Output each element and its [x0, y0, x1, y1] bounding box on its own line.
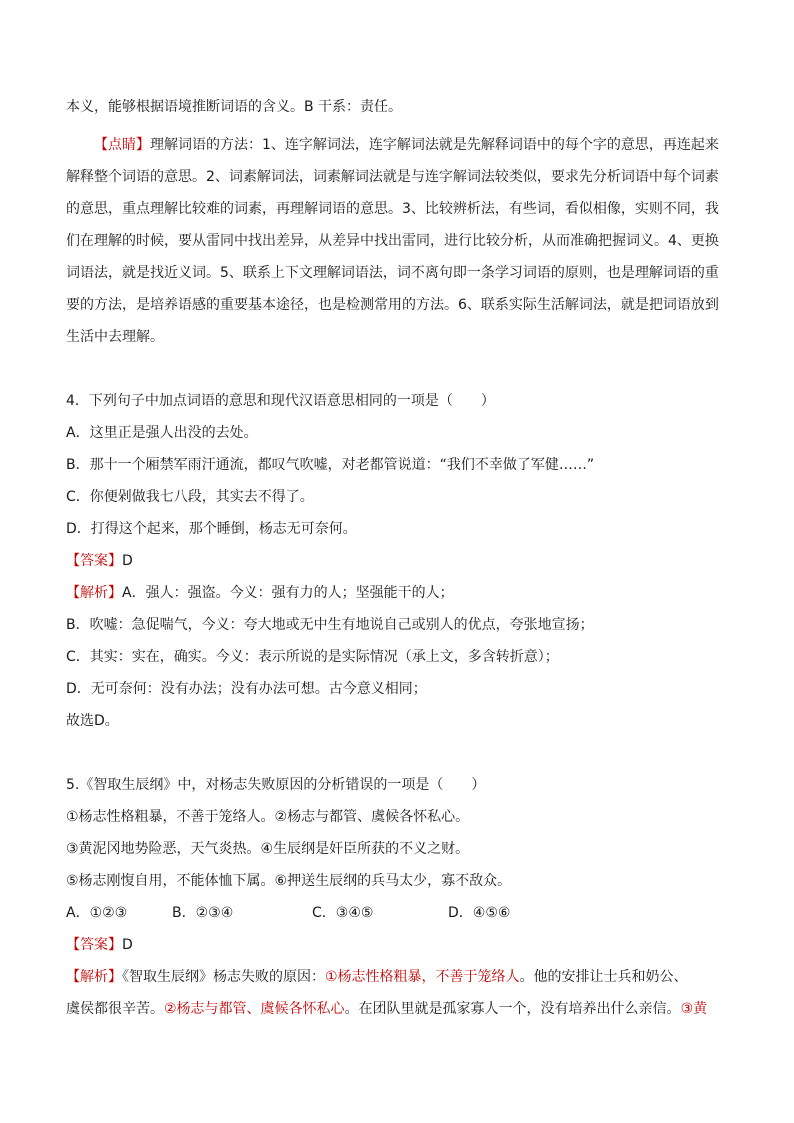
- question-5-analysis: 【解析】《智取生辰纲》杨志失败的原因：①杨志性格粗暴，不善于笼络人。他的安排让士兵和奶公、: [66, 969, 688, 985]
- analysis-line: C．其实：实在，确实。今义：表示所说的是实际情况（承上文，多含转折意）；: [66, 649, 559, 665]
- question-5-answer: [66, 929, 726, 961]
- dianjing-line: 要的方法，是培养语感的重要基本途径，也是检测常用的方法。6、联系实际生活解词法，就是把词语放到: [66, 297, 719, 313]
- analysis-tag: 【解析】: [66, 969, 122, 985]
- question-4-analysis: 【解析】A．强人：强盗。今义：强有力的人；坚强能干的人；: [66, 585, 454, 601]
- answer-value: D: [122, 937, 133, 953]
- continuation-line: 本义，能够根据语境推断词语的含义。B 干系：责任。: [66, 99, 403, 115]
- question-5-option-b: B．②③④: [172, 905, 234, 921]
- dianjing-paragraph: [66, 129, 726, 353]
- question-4-stem: 4．下列句子中加点词语的意思和现代汉语意思相同的一项是（ ）: [66, 393, 495, 409]
- question-4: [66, 385, 726, 737]
- answer-tag: 【答案】: [66, 937, 122, 953]
- answer-value: D: [122, 553, 133, 569]
- question-5-option-d: D．④⑤⑥: [448, 905, 511, 921]
- analysis-line: 故选D。: [66, 713, 119, 729]
- question-4-option-d: D．打得这个起来，那个睡倒，杨志无可奈何。: [66, 521, 357, 537]
- question-4-option-b: B．那十一个厢禁军雨汗通流，都叹气吹嘘，对老都管说道：“我们不幸做了军健……”: [66, 457, 595, 473]
- question-5-item: ⑤杨志刚愎自用，不能体恤下属。⑥押送生辰纲的兵马太少，寡不敌众。: [66, 873, 512, 889]
- dianjing-line: 【点睛】理解词语的方法：1、连字解词法，连字解词法就是先解释词语中的每个字的意思，再连起来: [94, 137, 719, 153]
- question-5: [66, 769, 726, 1025]
- question-4-option-c: C．你便剁做我七八段，其实去不得了。: [66, 489, 314, 505]
- dianjing-line: 的意思，重点理解比较难的词素，再理解词语的意思。3、比较辨析法，有些词，看似相像，实则不同，我: [66, 201, 719, 217]
- dianjing-line: 们在理解的时候，要从雷同中找出差异，从差异中找出雷同，进行比较分析，从而准确把握词义。4、更换: [66, 233, 719, 249]
- question-5-option-c: C．③④⑤: [312, 905, 374, 921]
- dianjing-tag: 【点睛】: [94, 137, 150, 153]
- dianjing-line: 生活中去理解。: [66, 329, 164, 345]
- question-5-item: ①杨志性格粗暴，不善于笼络人。②杨志与都管、虞候各怀私心。: [66, 809, 470, 825]
- dianjing-line: 解释整个词语的意思。2、词素解词法，词素解词法就是与连字解词法较类似，要求先分析词语中每个词素: [66, 169, 719, 185]
- dianjing-line: 词语法，就是找近义词。5、联系上下文理解词语法，词不离句即一条学习词语的原则，也是理解词语的重: [66, 265, 719, 281]
- question-5-item: ③黄泥冈地势险恶，天气炎热。④生辰纲是奸臣所获的不义之财。: [66, 841, 470, 857]
- question-5-stem: 5.《智取生辰纲》中，对杨志失败原因的分析错误的一项是（ ）: [66, 777, 486, 793]
- analysis-line: 虞侯都很辛苦。②杨志与都管、虞候各怀私心。在团队里就是孤家寡人一个，没有培养出什么亲信。③黄: [66, 1001, 708, 1017]
- question-5-option-a: A．①②③: [66, 905, 128, 921]
- question-5-options: [66, 897, 726, 929]
- document-content: [66, 97, 726, 1025]
- analysis-tag: 【解析】: [66, 585, 122, 601]
- analysis-line: B．吹嘘：急促喘气，今义：夸大地或无中生有地说自己或别人的优点，夸张地宣扬；: [66, 617, 594, 633]
- question-4-answer: [66, 545, 726, 577]
- question-4-option-a: A．这里正是强人出没的去处。: [66, 425, 258, 441]
- answer-tag: 【答案】: [66, 553, 122, 569]
- analysis-line: D．无可奈何：没有办法；没有办法可想。古今意义相同；: [66, 681, 427, 697]
